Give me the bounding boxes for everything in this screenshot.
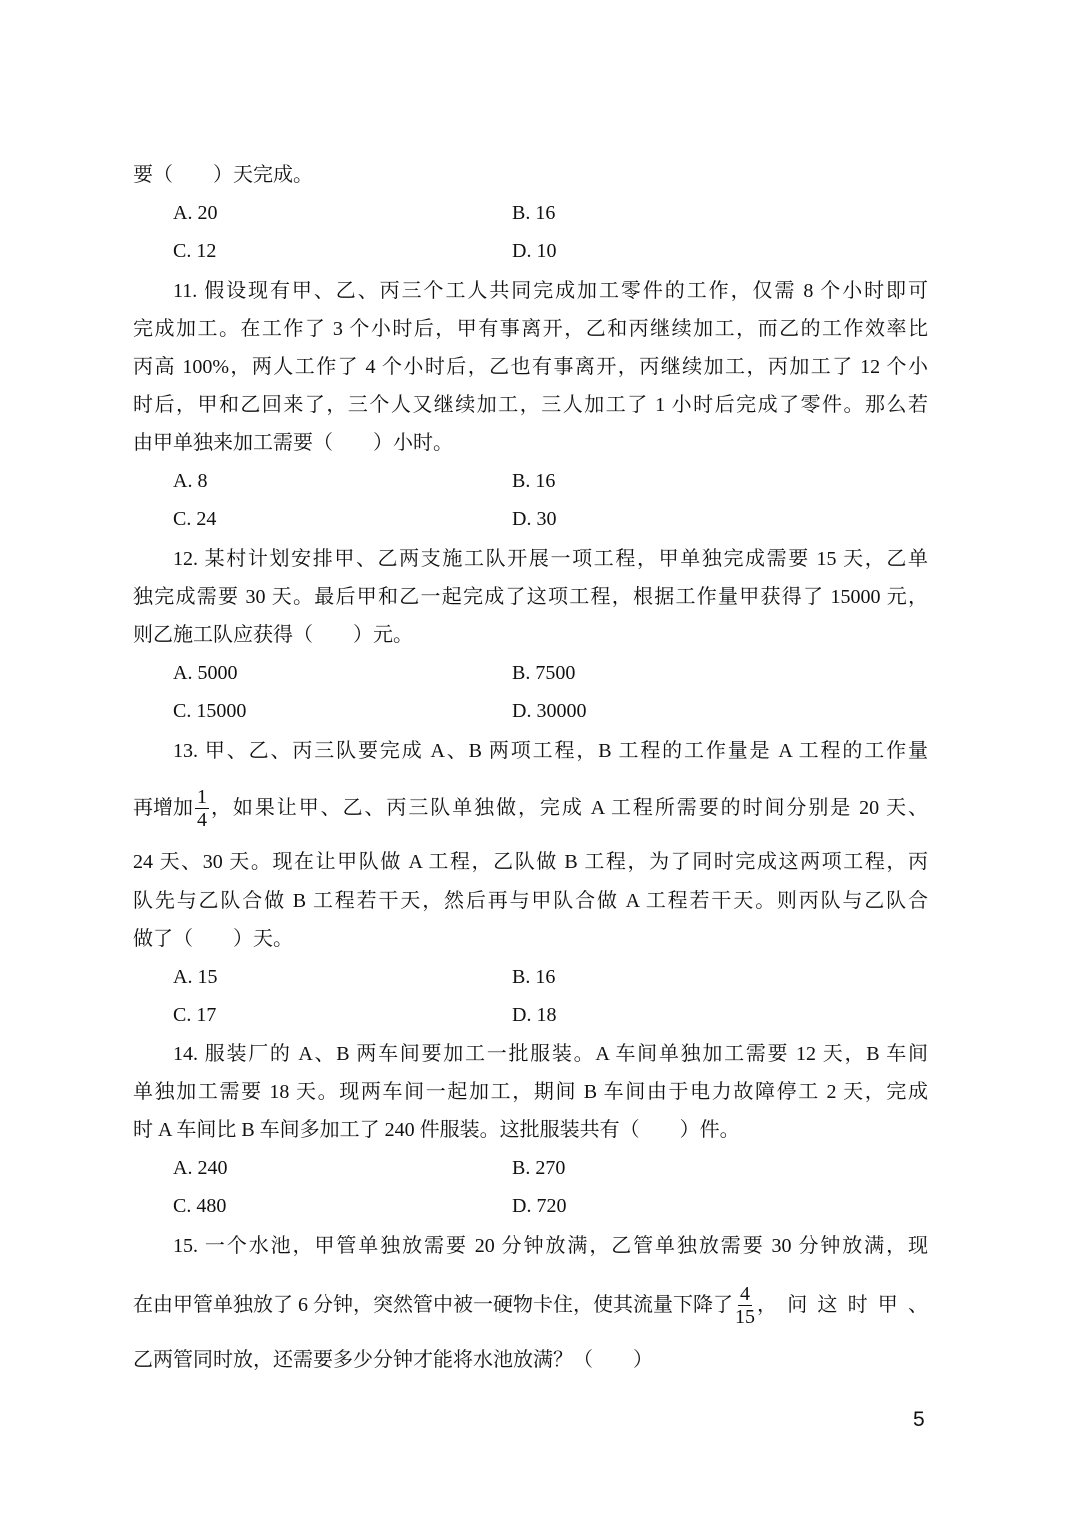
q13-line: 13. 甲、乙、丙三队要完成 A、B 两项工程，B 工程的工作量是 A 工程的工作量	[173, 740, 928, 762]
q15-line-fraction	[133, 1275, 928, 1335]
q14-line: 14. 服装厂的 A、B 两车间要加工一批服装。A 车间单独加工需要 12 天，B 车间	[173, 1043, 928, 1065]
q10-option-c: C. 12	[173, 240, 217, 262]
q14-option-a: A. 240	[173, 1157, 228, 1179]
q11-line: 11. 假设现有甲、乙、丙三个工人共同完成加工零件的工作，仅需 8 个小时即可	[173, 280, 928, 302]
fraction-denominator: 15	[735, 1305, 755, 1328]
q11-option-b: B. 16	[512, 470, 556, 492]
q13-option-c: C. 17	[173, 1004, 217, 1026]
q13-line-fraction	[133, 778, 928, 838]
fraction-denominator: 4	[197, 808, 207, 831]
q12-option-c: C. 15000	[173, 700, 247, 722]
q11-line: 完成加工。在工作了 3 个小时后，甲有事离开，乙和丙继续加工，而乙的工作效率比	[133, 318, 928, 340]
q10-tail: 要（ ）天完成。	[133, 164, 313, 186]
q14-option-b: B. 270	[512, 1157, 566, 1179]
q13-line: 24 天、30 天。现在让甲队做 A 工程，乙队做 B 工程，为了同时完成这两项工程，丙	[133, 851, 928, 873]
q15-text: ，问这时甲、	[757, 1294, 928, 1316]
q12-option-a: A. 5000	[173, 662, 238, 684]
q11-option-a: A. 8	[173, 470, 208, 492]
q10-option-a: A. 20	[173, 202, 218, 224]
q14-line: 单独加工需要 18 天。现两车间一起加工，期间 B 车间由于电力故障停工 2 天，完成	[133, 1081, 928, 1103]
fraction-numerator: 1	[197, 785, 207, 808]
q13-option-b: B. 16	[512, 966, 556, 988]
q11-option-c: C. 24	[173, 508, 217, 530]
q12-option-d: D. 30000	[512, 700, 587, 722]
q12-line: 12. 某村计划安排甲、乙两支施工队开展一项工程，甲单独完成需要 15 天，乙单	[173, 548, 928, 570]
fraction-numerator: 4	[740, 1282, 750, 1305]
q10-option-d: D. 10	[512, 240, 557, 262]
q13-line: 队先与乙队合做 B 工程若干天，然后再与甲队合做 A 工程若干天。则丙队与乙队合	[133, 890, 928, 912]
q11-option-d: D. 30	[512, 508, 557, 530]
q14-line: 时 A 车间比 B 车间多加工了 240 件服装。这批服装共有（ ）件。	[133, 1119, 740, 1141]
q13-line: 做了（ ）天。	[133, 928, 293, 950]
q12-line: 独完成需要 30 天。最后甲和乙一起完成了这项工程，根据工作量甲获得了 15000 元，	[133, 586, 928, 608]
fraction	[195, 786, 209, 831]
q14-option-c: C. 480	[173, 1195, 227, 1217]
q13-text: 再增加	[133, 797, 193, 819]
q12-option-b: B. 7500	[512, 662, 576, 684]
page-number: 5	[913, 1408, 925, 1431]
q12-line: 则乙施工队应获得（ ）元。	[133, 624, 413, 646]
fraction	[735, 1283, 755, 1328]
q14-option-d: D. 720	[512, 1195, 567, 1217]
q15-line: 15. 一个水池，甲管单独放需要 20 分钟放满，乙管单独放需要 30 分钟放满，现	[173, 1235, 928, 1257]
q13-option-a: A. 15	[173, 966, 218, 988]
q15-text: 在由甲管单独放了 6 分钟，突然管中被一硬物卡住，使其流量下降了	[133, 1294, 733, 1316]
q13-option-d: D. 18	[512, 1004, 557, 1026]
q15-line: 乙两管同时放，还需要多少分钟才能将水池放满？（ ）	[133, 1349, 653, 1371]
q13-text: ，如果让甲、乙、丙三队单独做，完成 A 工程所需要的时间分别是 20 天、	[211, 797, 928, 819]
q10-option-b: B. 16	[512, 202, 556, 224]
q11-line: 由甲单独来加工需要（ ）小时。	[133, 432, 453, 454]
q11-line: 丙高 100%，两人工作了 4 个小时后，乙也有事离开，丙继续加工，丙加工了 12 个小	[133, 356, 928, 378]
q11-line: 时后，甲和乙回来了，三个人又继续加工，三人加工了 1 小时后完成了零件。那么若	[133, 394, 928, 416]
